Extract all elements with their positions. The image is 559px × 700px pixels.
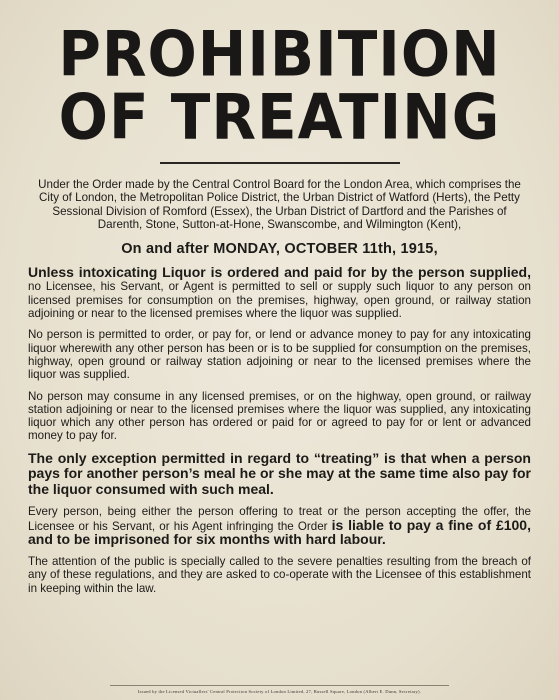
penalty-text: Every person, being either the person offering to treat or the person accepting the offer, the Licensee or his Servant, or his Agent infringing the Order <box>28 505 531 533</box>
supply-rule-emphasis: Unless intoxicating Liquor is ordered and paid for by the person supplied, <box>28 264 531 281</box>
paragraph-supply-rule <box>28 266 531 320</box>
effective-date: On and after MONDAY, OCTOBER 11th, 1915, <box>121 241 438 258</box>
supply-rule-text: no Licensee, his Servant, or Agent is permitted to sell or supply such liquor to any person on licensed premises for consumption on the premises, highway, open ground, or railway station adjoining or near to the licensed premises where the liquor was supplied. <box>28 280 531 321</box>
title-line-1: PROHIBITION <box>58 17 501 91</box>
title-divider <box>160 162 400 164</box>
paragraph-order-rule: No person is permitted to order, or pay for, or lend or advance money to pay for any intoxicating liquor wherewith any other person has been or is to be supplied for consumption on the premises, highway, open ground or railway station adjoining or near to the licensed premises where the liquor was supplied. <box>28 328 531 382</box>
paragraph-consume-rule: No person may consume in any licensed premises, or on the highway, open ground, or railway station adjoining or near to the licensed premises where the liquor was supplied, any intoxicating liquor which any other person has ordered or paid for or agreed to pay for or lent or advanced money to pay for. <box>28 389 531 443</box>
penalty-emphasis: is liable to pay a fine of £100, and to be imprisoned for six months with hard labour. <box>28 516 531 547</box>
printer-footer: Issued by the Licensed Victuallers' Central Protection Society of London Limited, 27, Russell Square, London (Albert E. Dunn, Secretary). <box>110 685 449 694</box>
title-line-2: OF TREATING <box>58 80 501 154</box>
paragraph-penalty <box>28 505 531 547</box>
paragraph-attention: The attention of the public is specially called to the severe penalties resulting from the breach of any of these regulations, and they are asked to co-operate with the Licensee of this establishment in keeping within the law. <box>28 555 531 595</box>
paragraph-exception: The only exception permitted in regard to “treating” is that when a person pays for another person’s meal he or she may at the same time also pay for the liquor consumed with such meal. <box>28 449 531 497</box>
intro-paragraph: Under the Order made by the Central Control Board for the London Area, which comprises the City of London, the Metropolitan Police District, the Urban District of Watford (Herts), the Petty Sessional Division of Romford (Essex), the Urban District of Dartford and the Parishes of Darenth, Stone, Sutton-at-Hone, Swanscombe, and Wilmington (Kent), <box>38 178 521 231</box>
